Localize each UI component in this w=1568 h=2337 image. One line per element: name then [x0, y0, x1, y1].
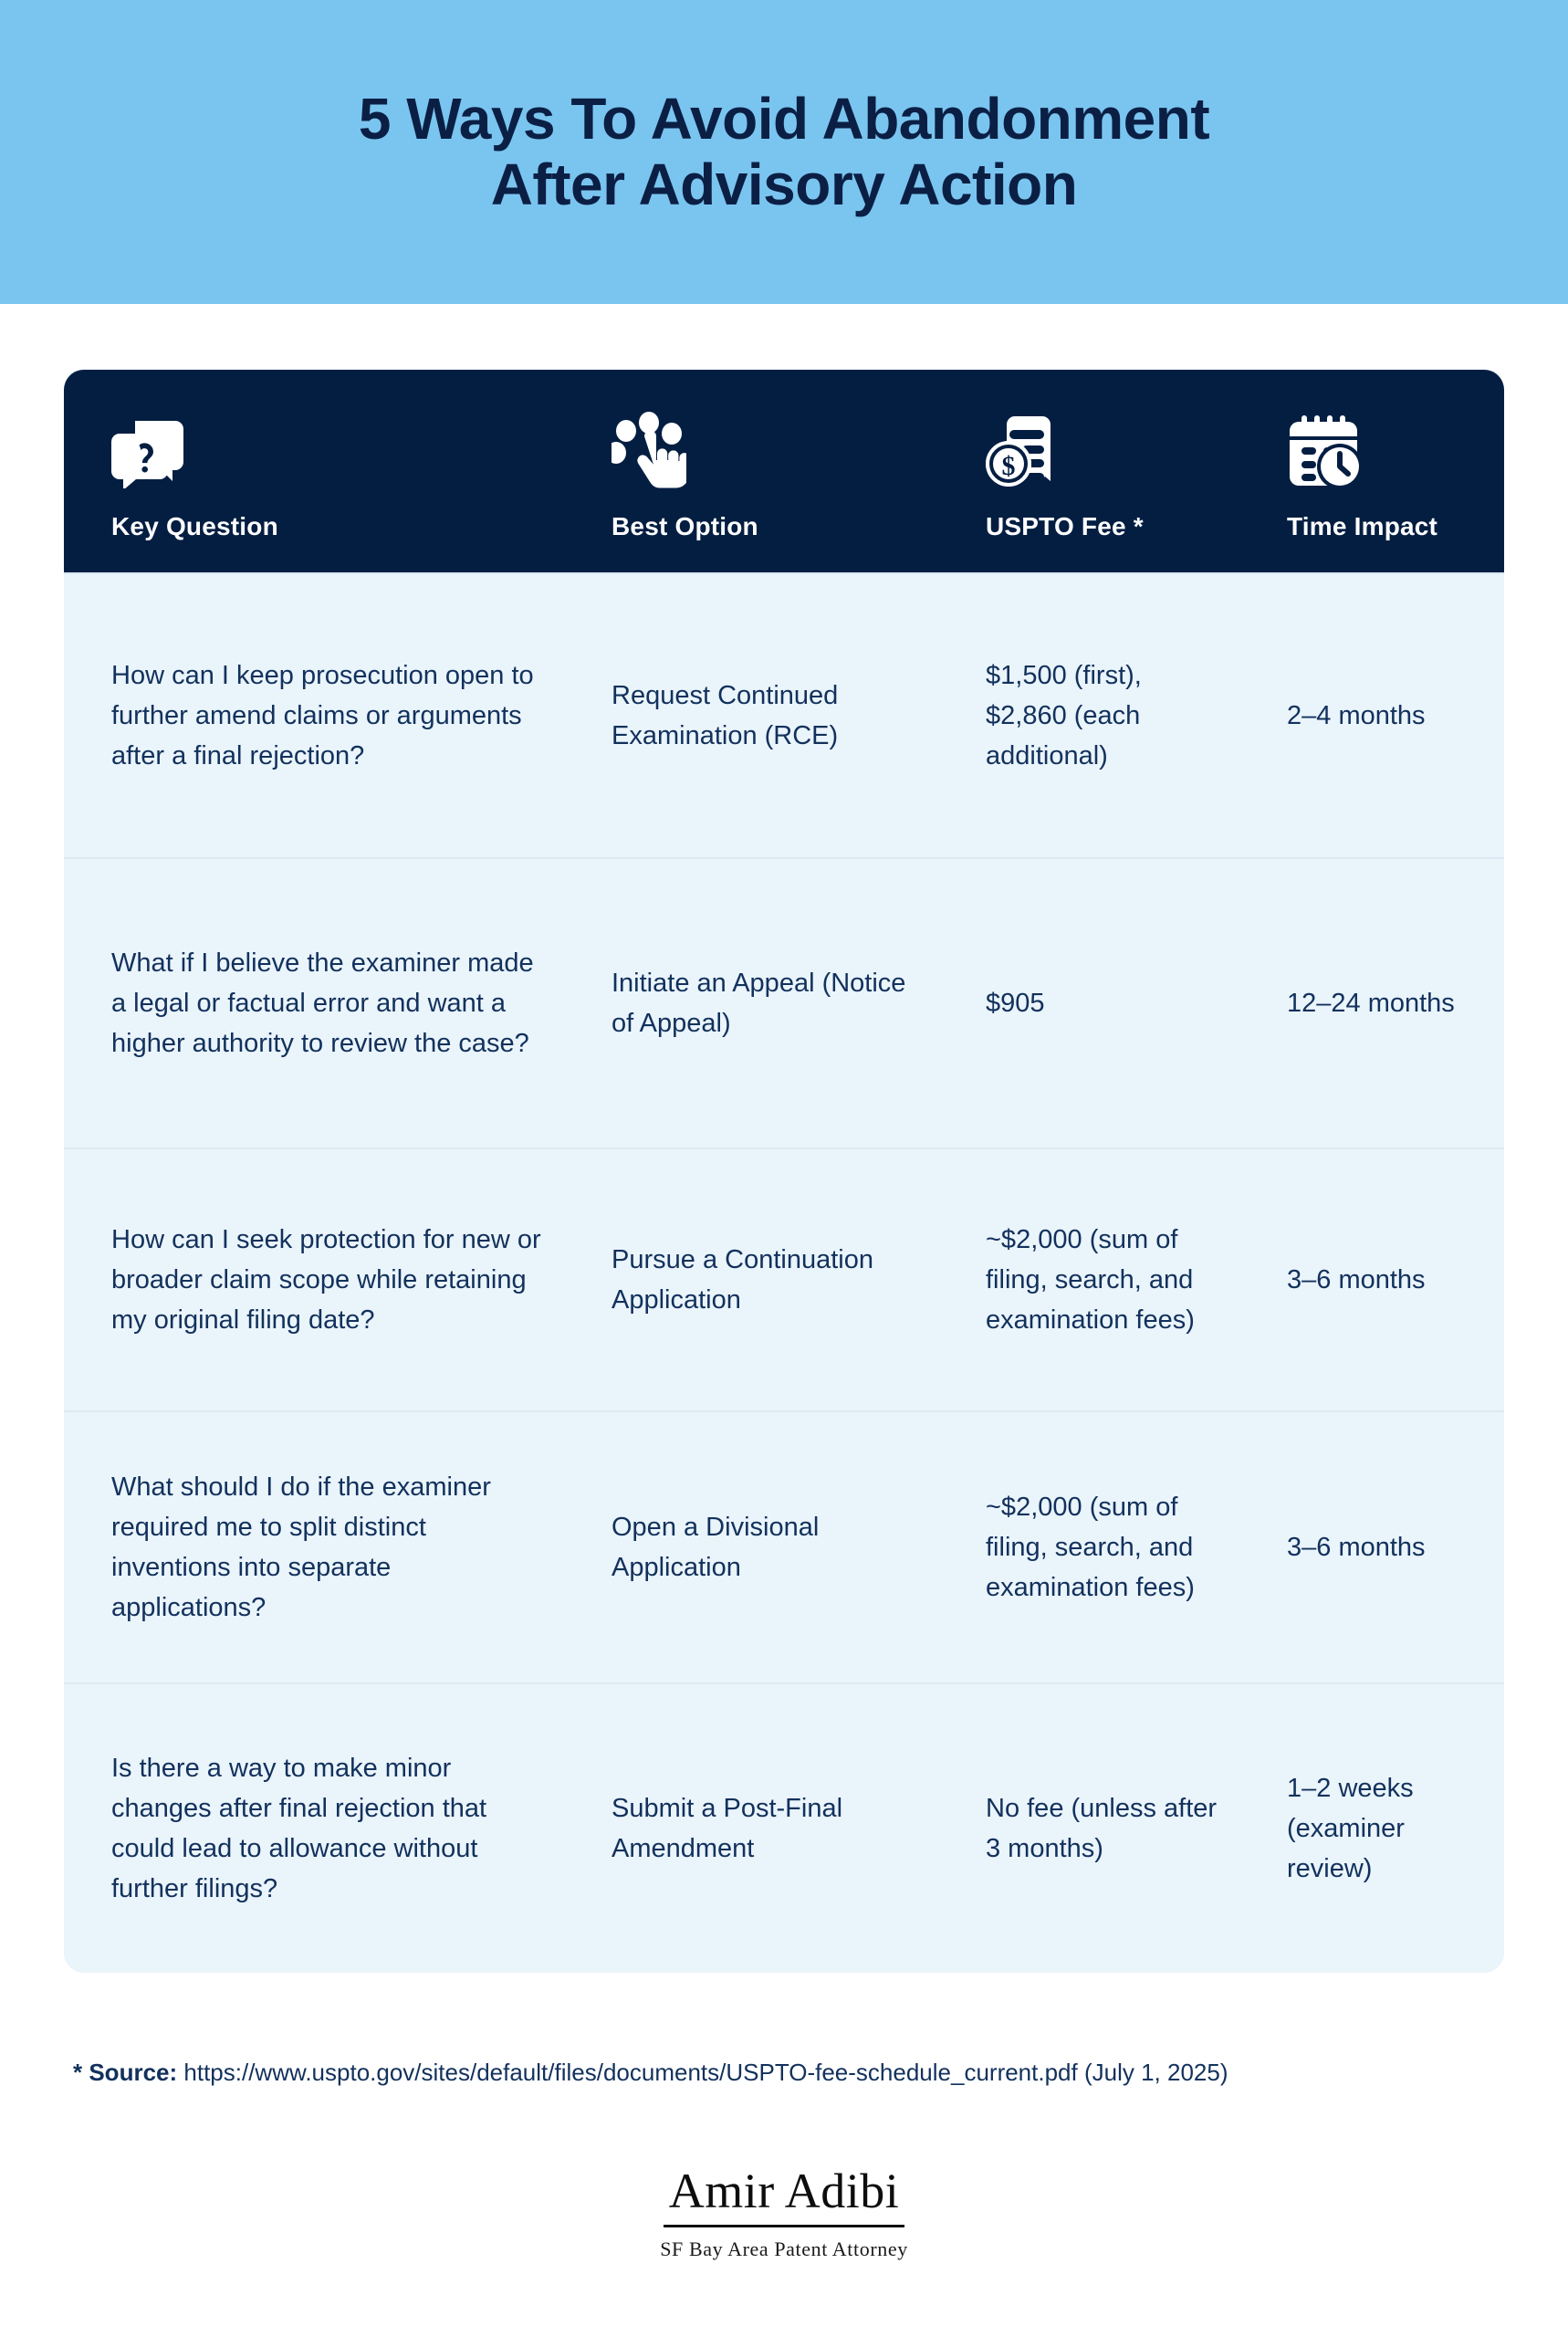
cell-key-question: What should I do if the examiner required me to split distinct inventions into separate applications? [111, 1472, 491, 1623]
table-row [64, 572, 1504, 857]
column-header-label: Best Option [612, 512, 758, 540]
column-header-label: Time Impact [1287, 512, 1438, 540]
page-title-line-1: 5 Ways To Avoid Abandonment [358, 85, 1210, 152]
source-footnote [73, 2056, 1515, 2089]
question-speech-bubbles-icon [111, 408, 564, 488]
column-header-time-impact [1239, 408, 1504, 541]
table-row [64, 857, 1504, 1148]
table-row [64, 1682, 1504, 1973]
cell-uspto-fee: ~$2,000 (sum of filing, search, and examination fees) [986, 1492, 1195, 1603]
cell-time-impact: 1–2 weeks (examiner review) [1287, 1773, 1414, 1884]
cell-best-option: Request Continued Examination (RCE) [612, 680, 839, 750]
svg-text:$: $ [1001, 451, 1016, 481]
invoice-dollar-icon [986, 408, 1239, 488]
source-url: https://www.uspto.gov/sites/default/files/documents/USPTO-fee-schedule_current.pdf (July 1, 2025) [183, 2059, 1228, 2086]
cell-key-question: Is there a way to make minor changes after final rejection that could lead to allowance without further filings? [111, 1753, 487, 1904]
cell-best-option: Initiate an Appeal (Notice of Appeal) [612, 968, 906, 1038]
cell-time-impact: 2–4 months [1287, 700, 1426, 730]
cell-key-question: What if I believe the examiner made a legal or factual error and want a higher authority to review the case? [111, 948, 534, 1059]
cell-uspto-fee: $1,500 (first), $2,860 (each additional) [986, 660, 1142, 771]
signature-block [0, 2165, 1568, 2261]
column-header-label: Key Question [111, 512, 278, 540]
source-label: * Source: [73, 2059, 178, 2086]
column-header-best-option [564, 408, 938, 541]
column-header-uspto-fee [938, 408, 1239, 541]
table-row [64, 1148, 1504, 1410]
table-header-row [64, 370, 1504, 572]
cell-time-impact: 12–24 months [1287, 988, 1455, 1018]
calendar-clock-icon [1287, 408, 1504, 488]
cell-uspto-fee: $905 [986, 988, 1045, 1018]
hand-pointing-options-icon [612, 408, 938, 488]
page-title [191, 87, 1377, 217]
cell-time-impact: 3–6 months [1287, 1532, 1426, 1562]
attorney-name: Amir Adibi [664, 2165, 905, 2227]
cell-best-option: Pursue a Continuation Application [612, 1244, 873, 1315]
comparison-table [64, 370, 1504, 1973]
column-header-key-question [64, 408, 564, 541]
attorney-subtitle: SF Bay Area Patent Attorney [660, 2237, 908, 2260]
title-banner [0, 0, 1568, 304]
cell-uspto-fee: ~$2,000 (sum of filing, search, and examination fees) [986, 1224, 1195, 1336]
table-row [64, 1410, 1504, 1682]
cell-best-option: Open a Divisional Application [612, 1512, 820, 1582]
cell-key-question: How can I seek protection for new or broader claim scope while retaining my original filing date? [111, 1224, 541, 1336]
cell-best-option: Submit a Post-Final Amendment [612, 1793, 843, 1863]
column-header-label: USPTO Fee * [986, 512, 1144, 540]
page-title-line-2: After Advisory Action [490, 151, 1078, 217]
cell-uspto-fee: No fee (unless after 3 months) [986, 1793, 1218, 1863]
cell-time-impact: 3–6 months [1287, 1264, 1426, 1294]
cell-key-question: How can I keep prosecution open to further amend claims or arguments after a final rejection? [111, 660, 534, 771]
